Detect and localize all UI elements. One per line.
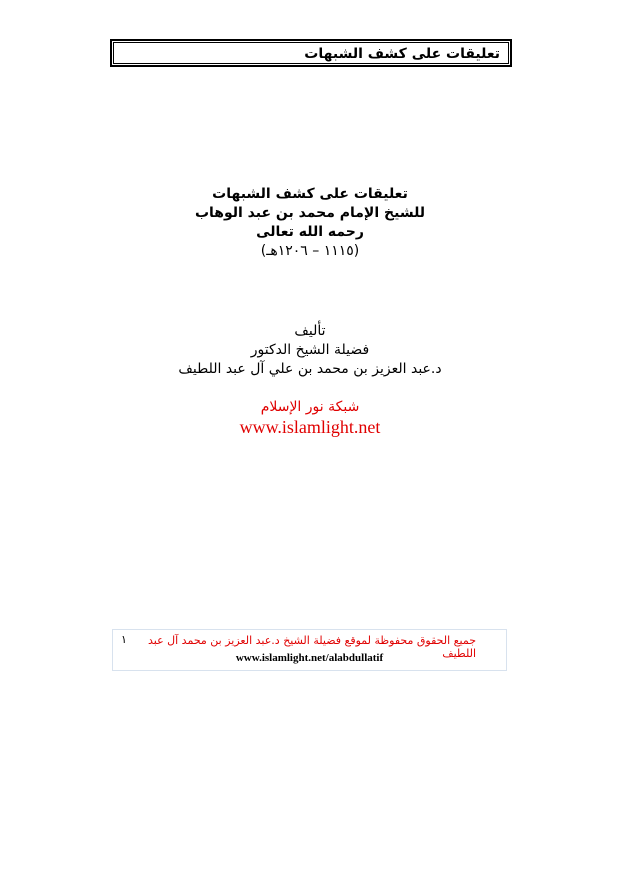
author-label: تأليف — [294, 323, 326, 339]
title-block — [0, 185, 620, 261]
site-url[interactable]: www.islamlight.net — [239, 417, 381, 437]
book-subtitle: للشيخ الإمام محمد بن عبد الوهاب — [194, 205, 426, 221]
site-name: شبكة نور الإسلام — [260, 399, 360, 415]
author-block — [0, 322, 620, 379]
book-title: تعليقات على كشف الشبهات — [212, 186, 408, 202]
author-name: د.عبد العزيز بن محمد بن علي آل عبد اللطيف — [178, 361, 442, 377]
footer-url[interactable]: www.islamlight.net/alabdullatif — [235, 652, 384, 664]
page-header: تعليقات على كشف الشبهات — [111, 40, 511, 66]
author-title: فضيلة الشيخ الدكتور — [250, 342, 370, 358]
book-blessing: رحمه الله تعالى — [256, 224, 364, 240]
footer-rights: جميع الحقوق محفوظة لموقع فضيلة الشيخ د.عبد العزيز بن محمد آل عبد اللطيف — [147, 634, 476, 660]
page-number: ١ — [121, 633, 127, 646]
book-dates: (١١١٥ – ١٢٠٦هـ) — [260, 243, 360, 259]
page-footer — [112, 629, 507, 671]
